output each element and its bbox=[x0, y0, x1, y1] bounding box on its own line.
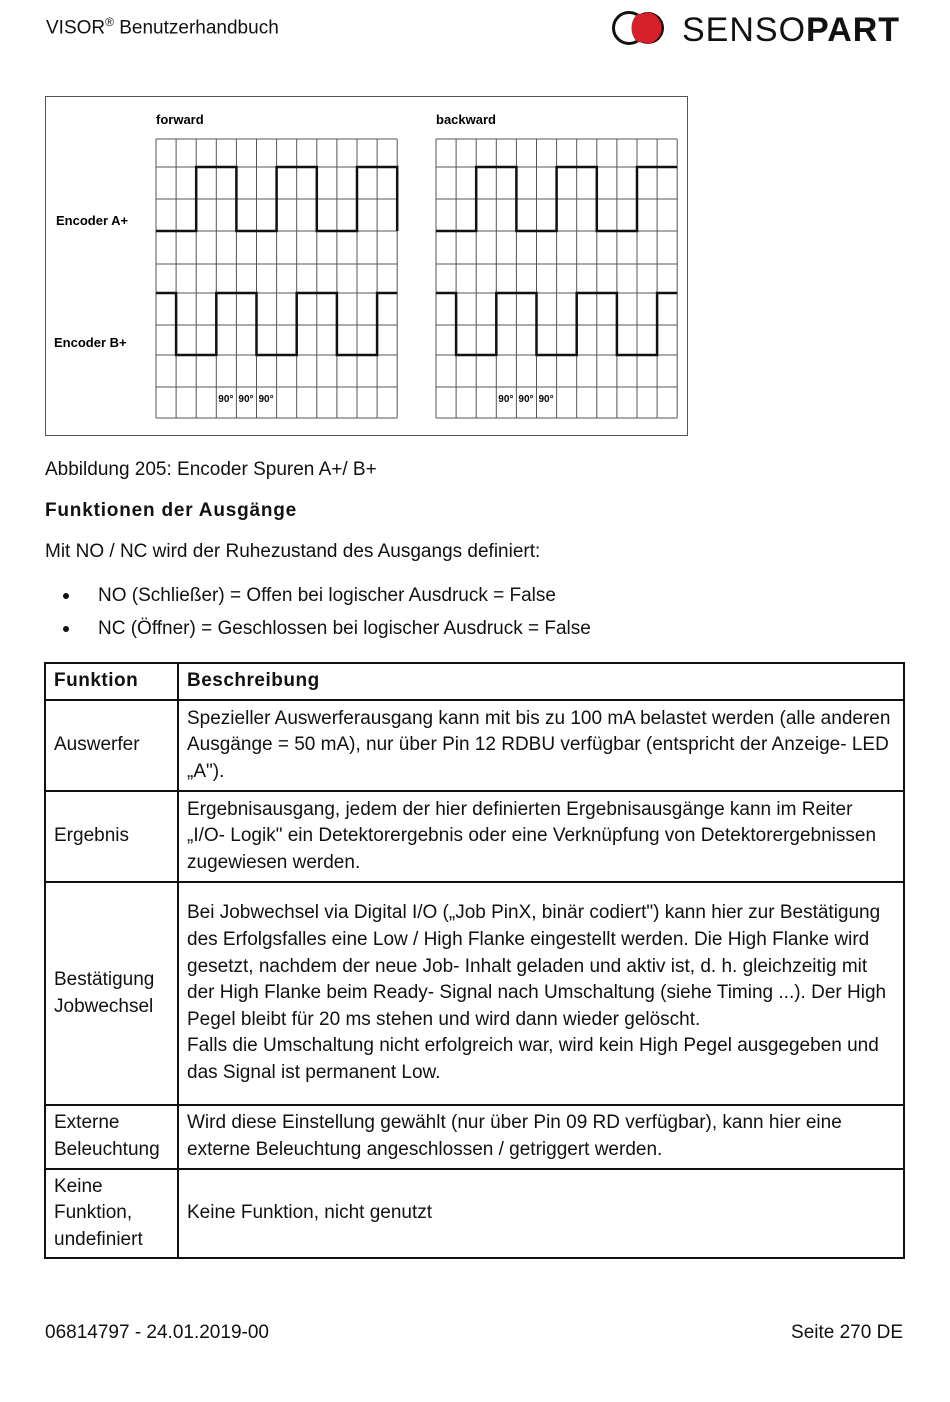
phase-label: 90° bbox=[238, 394, 254, 405]
section-title: Funktionen der Ausgänge bbox=[45, 500, 298, 521]
phase-label: 90° bbox=[498, 394, 514, 405]
cell-description: Keine Funktion, nicht genutzt bbox=[178, 1169, 904, 1258]
cell-description: Ergebnisausgang, jedem der hier definierten Ergebnisausgänge kann im Reiter „I/O- Logik" ein Detektorergebnis oder eine Verknüpfung von Detektorergebnissen zugewiesen werden. bbox=[178, 791, 904, 882]
svg-text:SENSOPART: SENSOPART bbox=[682, 11, 901, 49]
footer-page-number: Seite 270 DE bbox=[791, 1322, 903, 1343]
cell-key: Externe Beleuchtung bbox=[45, 1105, 178, 1169]
phase-label: 90° bbox=[538, 394, 554, 405]
cell-key: Ergebnis bbox=[45, 791, 178, 882]
list-item: NO (Schließer) = Offen bei logischer Ausdruck = False bbox=[60, 585, 591, 618]
table-row bbox=[45, 700, 904, 791]
phase-label: 90° bbox=[218, 394, 234, 405]
document-title: VISOR® Benutzerhandbuch bbox=[46, 15, 279, 39]
bullet-list bbox=[60, 585, 591, 651]
cell-description: Wird diese Einstellung gewählt (nur über Pin 09 RD verfügbar), kann hier eine externe Beleuchtung angeschlossen / getriggert werden. bbox=[178, 1105, 904, 1169]
column-header-funktion: Funktion bbox=[45, 663, 178, 700]
functions-table bbox=[44, 662, 905, 1259]
bullet-icon bbox=[63, 626, 69, 632]
encoder-a-label: Encoder A+ bbox=[56, 213, 129, 228]
direction-label: backward bbox=[436, 112, 496, 127]
phase-label: 90° bbox=[258, 394, 274, 405]
table-header-row bbox=[45, 663, 904, 700]
table-row bbox=[45, 1169, 904, 1258]
encoder-figure bbox=[45, 96, 688, 436]
intro-text: Mit NO / NC wird der Ruhezustand des Ausgangs definiert: bbox=[45, 541, 541, 562]
phase-label: 90° bbox=[518, 394, 534, 405]
figure-caption: Abbildung 205: Encoder Spuren A+/ B+ bbox=[45, 459, 377, 480]
table-row bbox=[45, 882, 904, 1105]
bullet-icon bbox=[63, 593, 69, 599]
cell-key: Auswerfer bbox=[45, 700, 178, 791]
table-row bbox=[45, 791, 904, 882]
cell-description: Bei Jobwechsel via Digital I/O („Job PinX, binär codiert") kann hier zur Bestätigung des Erfolgsfalles eine Low / High Flanke eingestellt werden. Die High Flanke wird gesetzt, nachdem der neue Job- Inhalt geladen und aktiv ist, d. h. gleichzeitig mit der High Flanke beim Ready- Signal nach Umschaltung (siehe Timing ...). Der High Pegel bleibt für 20 ms stehen und wird dann wieder gelöscht. Falls die Umschaltung nicht erfolgreich war, wird kein High Pegel ausgegeben und das Signal ist permanent Low. bbox=[178, 882, 904, 1105]
cell-description: Spezieller Auswerferausgang kann mit bis zu 100 mA belastet werden (alle anderen Ausgänge = 50 mA), nur über Pin 12 RDBU verfügbar (entspricht der Anzeige- LED „A"). bbox=[178, 700, 904, 791]
column-header-beschreibung: Beschreibung bbox=[178, 663, 904, 700]
footer-document-id: 06814797 - 24.01.2019-00 bbox=[45, 1322, 269, 1343]
cell-key: Bestätigung Jobwechsel bbox=[45, 882, 178, 1105]
sensopart-logo bbox=[610, 8, 905, 50]
cell-key: Keine Funktion, undefiniert bbox=[45, 1169, 178, 1258]
direction-label: forward bbox=[156, 112, 204, 127]
table-row bbox=[45, 1105, 904, 1169]
encoder-b-label: Encoder B+ bbox=[54, 335, 127, 350]
logo-mark-icon bbox=[610, 8, 905, 50]
list-item: NC (Öffner) = Geschlossen bei logischer Ausdruck = False bbox=[60, 618, 591, 651]
